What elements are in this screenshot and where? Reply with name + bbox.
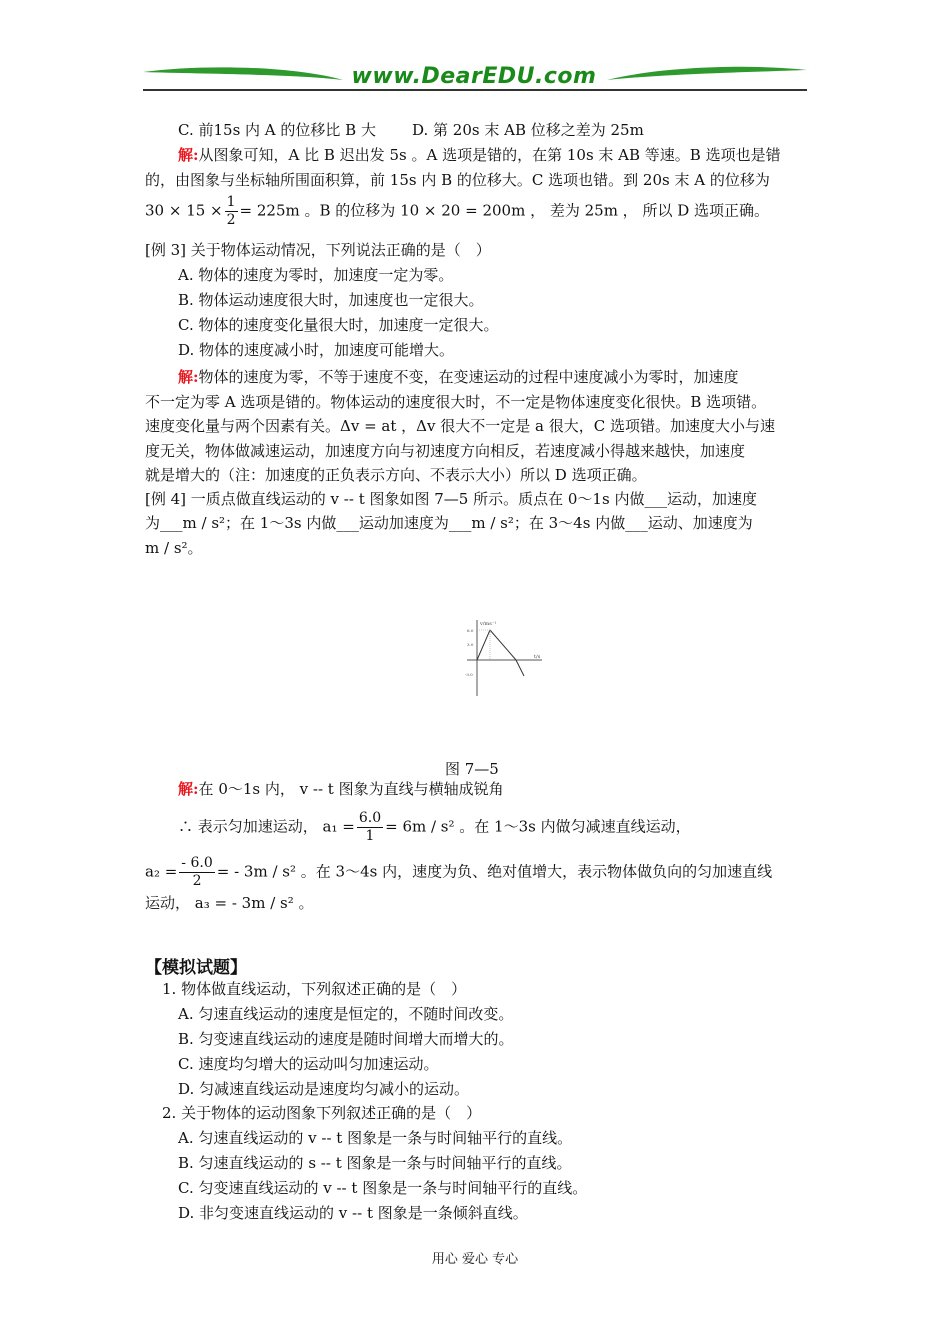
- page-header: [143, 60, 807, 94]
- vt-graph-ylabel: v/ms⁻¹: [480, 621, 497, 627]
- ex4-solution-line3: a₂ = $\frac{- 6.0}{2}$ = - 3m / s² 。在 3～4s 内，速度为负、绝对值增大，表示物体做负向的匀加速直线: [145, 855, 773, 889]
- ex3-solution-line3: 速度变化量与两个因素有关。Δv = at ，Δv 很大不一定是 a 很大，C 选项错。加速度大小与速: [145, 417, 775, 435]
- ex4-solution-line1: 解:在 0～1s 内， v -- t 图象为直线与横轴成锐角: [178, 780, 504, 798]
- section-title: 【模拟试题】: [145, 958, 247, 978]
- vt-graph-tick-neg3: -3.0: [465, 672, 473, 677]
- ex4-question-line2: 为___m / s²；在 1～3s 内做___运动加速度为___m / s²；在 3～4s 内做___运动、加速度为: [145, 514, 753, 532]
- solution-label: 解:: [178, 146, 199, 164]
- ex4-question-line3: m / s²。: [145, 539, 203, 557]
- sim-q1: 1. 物体做直线运动，下列叙述正确的是（ ）: [162, 980, 467, 998]
- fraction-a2: $\frac{- 6.0}{2}$: [181, 855, 213, 889]
- sim-q2: 2. 关于物体的运动图象下列叙述正确的是（ ）: [162, 1104, 482, 1122]
- vt-graph-figure: [462, 618, 547, 703]
- ex2-solution-line1: 解:从图象可知，A 比 B 迟出发 5s 。A 选项是错的，在第 10s 末 AB 等速。B 选项也是错: [178, 146, 781, 164]
- sim-q2-option-d: D. 非匀变速直线运动的 v -- t 图象是一条倾斜直线。: [178, 1204, 528, 1222]
- fraction-a1: $\frac{6.0}{1}$: [358, 810, 382, 844]
- ex3-option-c: C. 物体的速度变化量很大时，加速度一定很大。: [178, 316, 499, 334]
- vt-graph-segment-rise: [477, 630, 490, 660]
- ex2-option-c: C. 前15s 内 A 的位移比 B 大: [178, 121, 376, 139]
- vt-graph-tick-3: 3.0: [467, 642, 474, 647]
- sim-q1-option-d: D. 匀减速直线运动是速度均匀减小的运动。: [178, 1080, 470, 1098]
- ex3-solution-line1: 解:物体的速度为零，不等于速度不变，在变速运动的过程中速度减小为零时，加速度: [178, 368, 739, 386]
- vt-graph-segment-negative: [516, 660, 524, 676]
- site-logo-text[interactable]: www.DearEDU.com: [351, 64, 597, 89]
- header-rule: [143, 89, 807, 91]
- sim-q2-option-c: C. 匀变速直线运动的 v -- t 图象是一条与时间轴平行的直线。: [178, 1179, 588, 1197]
- page-footer: 用心 爱心 专心: [431, 1252, 519, 1267]
- ex3-option-d: D. 物体的速度减小时，加速度可能增大。: [178, 341, 455, 359]
- ex3-solution-line2: 不一定为零 A 选项是错的。物体运动的速度很大时，不一定是物体速度变化很快。B 选项错。: [145, 393, 767, 411]
- ex2-option-d: D. 第 20s 末 AB 位移之差为 25m: [412, 121, 644, 139]
- vt-graph-tick-6: 6.0: [467, 628, 474, 633]
- ex4-solution-line2: ∴ 表示匀加速运动， a₁ = $\frac{6.0}{1}$ = 6m / s² 。在 1～3s 内做匀减速直线运动，: [178, 810, 691, 844]
- figure-caption: 图 7—5: [445, 760, 499, 778]
- sim-q1-option-b: B. 匀变速直线运动的速度是随时间增大而增大的。: [178, 1030, 514, 1048]
- ex4-solution-line4: 运动， a₃ = - 3m / s² 。: [145, 894, 314, 912]
- solution-label: 解:: [178, 368, 199, 386]
- sim-q2-option-a: A. 匀速直线运动的 v -- t 图象是一条与时间轴平行的直线。: [178, 1129, 573, 1147]
- sim-q1-option-a: A. 匀速直线运动的速度是恒定的，不随时间改变。: [178, 1005, 514, 1023]
- vt-graph-xlabel: t/s: [534, 654, 541, 660]
- solution-label: 解:: [178, 780, 199, 798]
- sim-q2-option-b: B. 匀速直线运动的 s -- t 图象是一条与时间轴平行的直线。: [178, 1154, 572, 1172]
- fraction-one-half: $\frac{1}{2}$: [226, 194, 236, 228]
- sim-q1-option-c: C. 速度均匀增大的运动叫匀加速运动。: [178, 1055, 439, 1073]
- ex3-question: [例 3] 关于物体运动情况，下列说法正确的是（ ）: [145, 241, 491, 259]
- ex3-option-b: B. 物体运动速度很大时，加速度也一定很大。: [178, 291, 484, 309]
- vt-graph-segment-fall: [490, 630, 516, 660]
- ex2-solution-line3: 30 × 15 × $\frac{1}{2}$ = 225m 。B 的位移为 10 × 20 = 200m ， 差为 25m ， 所以 D 选项正确。: [145, 194, 770, 228]
- ex3-solution-line5: 就是增大的（注：加速度的正负表示方向、不表示大小）所以 D 选项正确。: [145, 466, 647, 484]
- ex2-solution-line2: 的，由图象与坐标轴所围面积算，前 15s 内 B 的位移大。C 选项也错。到 20s 末 A 的位移为: [145, 171, 770, 189]
- ex3-option-a: A. 物体的速度为零时，加速度一定为零。: [178, 266, 454, 284]
- ex4-question-line1: [例 4] 一质点做直线运动的 v -- t 图象如图 7—5 所示。质点在 0～1s 内做___运动，加速度: [145, 490, 757, 508]
- ex3-solution-line4: 度无关，物体做减速运动，加速度方向与初速度方向相反，若速度减小得越来越快，加速度: [145, 442, 746, 460]
